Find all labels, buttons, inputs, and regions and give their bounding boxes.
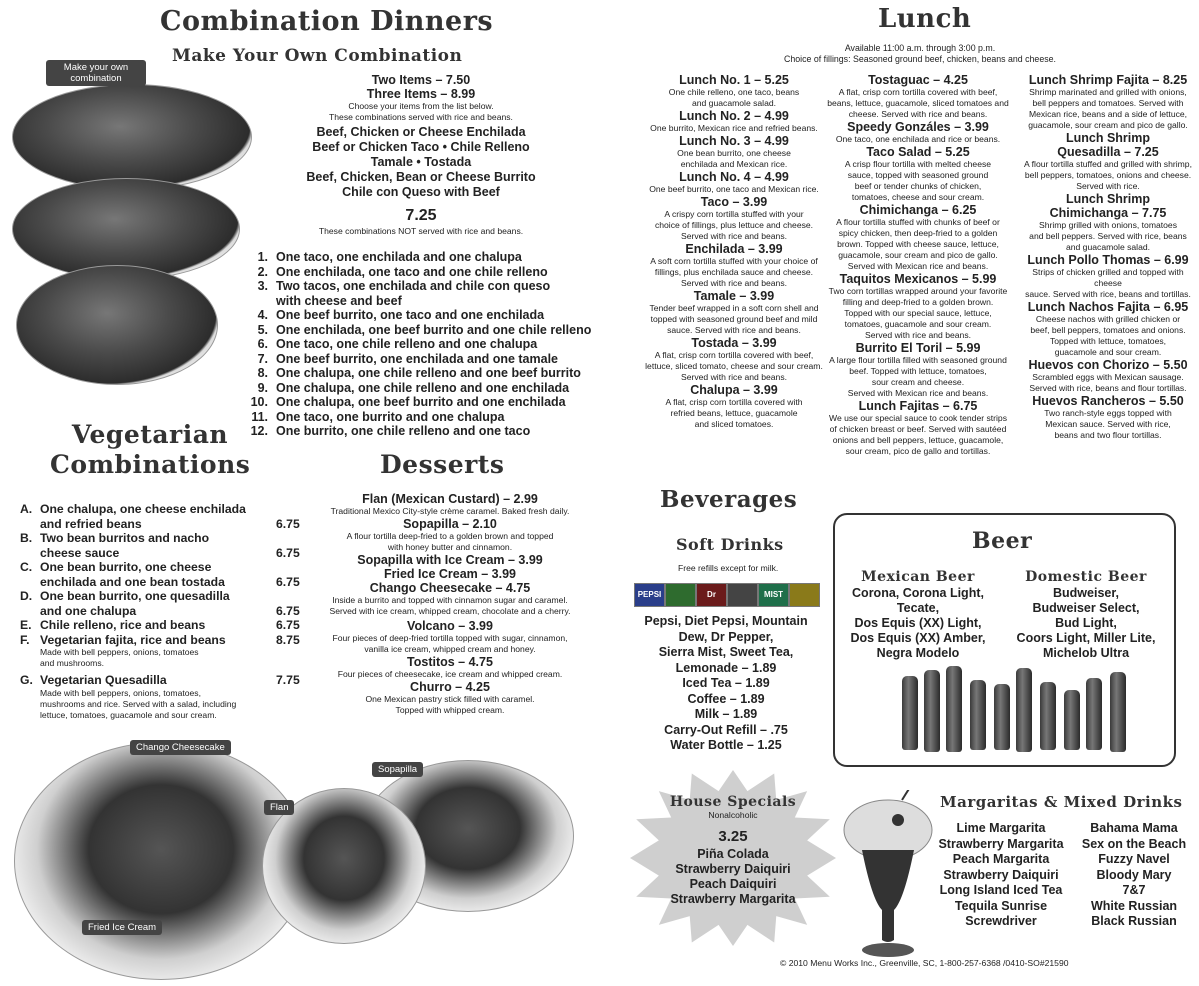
lunch-item: Lunch Shrimp [1065, 131, 1151, 145]
combo-row: 11. One taco, one burrito and one chalupa [251, 409, 505, 424]
lunch-item: Quesadilla – 7.25 [1057, 145, 1159, 159]
beer-item: Tecate, [896, 601, 940, 615]
dessert-churro-desc-1: One Mexican pastry stick filled with caramel. [365, 694, 535, 704]
pepsi-logo: PEPSI [634, 583, 665, 607]
lunch-item-desc: Two ranch-style eggs topped with [1044, 408, 1172, 418]
domestic-beer-title: Domestic Beer [1025, 569, 1147, 585]
lunch-item-desc: fillings, plus enchilada sauce and cheese. [654, 267, 814, 277]
lunch-item-desc: A crispy corn tortilla stuffed with your [664, 209, 804, 219]
lunch-item-desc: beef, bell peppers, tomatoes and onions. [1030, 325, 1186, 335]
combination-pricing [240, 73, 602, 237]
veg-item-g: G. Vegetarian Quesadilla Made with bell peppers, onions, tomatoes, mushrooms and rice. Served with a salad, including lettuce, tomatoes, guacamole and sour cream. 7.75 [20, 673, 300, 720]
lunch-item: Tostada – 3.99 [691, 336, 777, 350]
desserts-title: Desserts [380, 450, 505, 479]
lunch-item-desc: bell peppers and tomatoes. Served with [1032, 98, 1184, 108]
dessert-flan: Flan (Mexican Custard) – 2.99 [362, 492, 538, 506]
lunch-item-desc: spicy chicken, then deep-fried to a golden [838, 228, 998, 238]
lunch-item-desc: tomatoes, cheese and sour cream. [851, 192, 985, 202]
house-specials-title: House Specials [669, 794, 797, 810]
beverage-line: Sierra Mist, Sweet Tea, [658, 645, 794, 659]
chango-cheesecake-label: Chango Cheesecake [130, 740, 231, 755]
lunch-item: Chimichanga – 6.25 [859, 203, 977, 217]
veg-item-d: D. One bean burrito, one quesadilla and one chalupa 6.75 [20, 589, 300, 618]
lunch-item-desc: A flat, crisp corn tortilla covered with [665, 397, 803, 407]
lunch-item: Huevos con Chorizo – 5.50 [1028, 358, 1188, 372]
combination-photo-1 [12, 84, 252, 190]
beer-bottle-icon [994, 684, 1010, 750]
veg-item-f: F. Vegetarian fajita, rice and beans Made with bell peppers, onions, tomatoes and mushrooms. 8.75 [20, 632, 300, 668]
three-items-price: Three Items – 8.99 [366, 87, 476, 101]
combination-photo-label: Make your own combination [46, 60, 146, 86]
lunch-item-desc: tomatoes, guacamole and sour cream. [844, 319, 992, 329]
beverage-line: Milk – 1.89 [694, 707, 758, 721]
vegetarian-title-line-1: Vegetarian [71, 420, 229, 449]
option-2: Beef or Chicken Taco • Chile Relleno [312, 140, 530, 154]
lunch-item: Tostaguac – 4.25 [868, 73, 968, 87]
refills-note: Free refills except for milk. [678, 563, 779, 573]
lunch-item-desc: Served with rice and beans. [864, 330, 972, 340]
lunch-item-desc: bell peppers, tomatoes, onions and cheese. [1024, 170, 1192, 180]
lunch-item: Lunch No. 2 – 4.99 [679, 109, 789, 123]
beer-bottle-icon [1064, 690, 1080, 750]
lunch-item-desc: One chile relleno, one taco, beans [668, 87, 800, 97]
mountain-dew-logo [665, 583, 696, 607]
dessert-volcano: Volcano – 3.99 [407, 619, 493, 633]
lunch-item-desc: Shrimp marinated and grilled with onions, [1029, 87, 1187, 97]
dessert-sopapilla-desc-2: with honey butter and cinnamon. [387, 542, 513, 552]
beer-bottle-icon [924, 670, 940, 752]
lunch-item-desc: We use our special sauce to cook tender strips [828, 413, 1007, 423]
mixed-drink-item: Long Island Iced Tea [939, 883, 1063, 897]
mixed-drink-item: Fuzzy Navel [1098, 852, 1170, 866]
dessert-chango: Chango Cheesecake – 4.75 [369, 581, 531, 595]
lunch-item-desc: A flat, crisp corn tortilla covered with beef, [838, 87, 998, 97]
lunch-item-desc: guacamole, sour cream and pico de gallo. [1028, 120, 1188, 130]
beer-item: Negra Modelo [876, 646, 960, 660]
lunch-item-desc: cheese. Served with rice and beans. [848, 109, 988, 119]
lunch-item-desc: A large flour tortilla filled with seasoned ground [829, 355, 1007, 365]
combination-title: Combination Dinners [160, 6, 494, 37]
lunch-item-desc: Topped with our special sauce, lettuce, [844, 308, 992, 318]
lunch-item-desc: beans and two flour tortillas. [1054, 430, 1162, 440]
house-special-item: Strawberry Daiquiri [675, 862, 791, 876]
veg-item-e: E. Chile relleno, rice and beans 6.75 [20, 618, 300, 632]
house-specials-note: Nonalcoholic [708, 810, 758, 820]
mixed-drink-item: 7&7 [1122, 883, 1146, 897]
beverage-line: Lemonade – 1.89 [675, 660, 777, 675]
dessert-fried-ice-cream: Fried Ice Cream – 3.99 [383, 567, 517, 581]
lunch-item: Lunch No. 3 – 4.99 [679, 134, 789, 148]
lunch-availability [700, 43, 1140, 65]
beverage-line: Pepsi, Diet Pepsi, Mountain [644, 614, 808, 628]
beer-item: Dos Equis (XX) Amber, [850, 631, 986, 645]
lunch-item-desc: Two corn tortillas wrapped around your favorite [828, 286, 1008, 296]
combo-row: 12. One burrito, one chile relleno and one taco [250, 424, 531, 438]
beer-title: Beer [972, 528, 1033, 554]
lunch-item-desc: guacamole, sour cream and pico de gallo. [838, 250, 998, 260]
lunch-item-desc: filling and deep-fried to a golden brown. [842, 297, 994, 307]
margaritas-title: Margaritas & Mixed Drinks [940, 793, 1183, 811]
beverage-line: Dew, Dr Pepper, [678, 629, 774, 644]
lunch-item-desc: Mexican sauce. Served with rice, [1045, 419, 1171, 429]
vegetarian-title-line-2: Combinations [50, 450, 251, 479]
combo-row: 1. One taco, one enchilada and one chalupa [257, 250, 522, 264]
mexican-beer-title: Mexican Beer [861, 569, 975, 585]
lunch-item-desc: enchilada and Mexican rice. [680, 159, 788, 169]
combo-row: 5. One enchilada, one beef burrito and one chile relleno [257, 322, 592, 337]
veg-item-b: B. Two bean burritos and nacho cheese sauce 6.75 [20, 531, 300, 560]
beer-item: Michelob Ultra [1042, 646, 1130, 660]
beverage-line: Iced Tea – 1.89 [682, 676, 770, 690]
vegetarian-title [50, 420, 250, 480]
mixed-drink-item: Screwdriver [965, 914, 1037, 928]
combo-row: 4. One beef burrito, one taco and one enchilada [257, 308, 545, 322]
combination-subtitle: Make Your Own Combination [172, 46, 463, 66]
beer-bottle-icon [1016, 668, 1032, 752]
mixed-drink-item: Strawberry Margarita [938, 836, 1064, 851]
combo-row: 10. One chalupa, one beef burrito and one enchilada [250, 395, 566, 409]
mixed-drink-item: White Russian [1090, 898, 1178, 913]
numbered-combinations [246, 250, 606, 439]
lunch-item-desc: sauce, topped with seasoned ground [847, 170, 989, 180]
lunch-item-desc: One taco, one enchilada and rice or beans. [835, 134, 1001, 144]
beer-item: Dos Equis (XX) Light, [854, 616, 982, 630]
tea-logo [727, 583, 758, 607]
mixed-drinks-col-1 [934, 821, 1068, 930]
mexican-beer [846, 568, 990, 661]
dessert-churro-desc-2: Topped with whipped cream. [395, 705, 505, 715]
vegetarian-list [20, 502, 320, 721]
lunch-item-desc: Served with rice, beans and flour tortillas. [1029, 383, 1187, 393]
house-special-item: Strawberry Margarita [670, 892, 796, 906]
lunch-item-desc: Served with Mexican rice and beans. [847, 388, 989, 398]
lunch-title: Lunch [878, 4, 972, 34]
lunch-item-desc: beef or tender chunks of chicken, [854, 181, 982, 191]
house-special-item: Peach Daiquiri [689, 877, 777, 891]
two-items-price: Two Items – 7.50 [371, 73, 471, 87]
lunch-item: Burrito El Toril – 5.99 [855, 341, 981, 355]
lunch-item-desc: A flat, crisp corn tortilla covered with beef, [654, 350, 814, 360]
beer-item: Bud Light, [1055, 616, 1117, 630]
lunch-column-1 [636, 73, 832, 430]
lunch-item-desc: and bell peppers. Served with rice, beans [1029, 231, 1187, 241]
lunch-item: Tamale – 3.99 [693, 289, 775, 303]
lunch-hours: Available 11:00 a.m. through 3:00 p.m. [844, 43, 996, 53]
lunch-item-desc: Shrimp grilled with onions, tomatoes [1038, 220, 1178, 230]
lunch-item-desc: topped with seasoned ground beef and mild [650, 314, 818, 324]
beer-bottle-icon [970, 680, 986, 750]
lunch-item-desc: beans, lettuce, guacamole, sliced tomatoes and [827, 98, 1009, 108]
dr-pepper-logo: Dr [696, 583, 727, 607]
beer-item: Budweiser, [1053, 586, 1119, 600]
lunch-item-desc: Served with rice. [1076, 181, 1140, 191]
dessert-volcano-desc-1: Four pieces of deep-fried tortilla topped with sugar, cinnamon, [332, 633, 568, 643]
lunch-item-desc: One bean burrito, one cheese [677, 148, 791, 158]
dessert-sopapilla-ice-cream: Sopapilla with Ice Cream – 3.99 [357, 553, 543, 567]
dessert-chango-desc-1: Inside a burrito and topped with cinnamon sugar and caramel. [332, 595, 568, 605]
lunch-item-desc: sauce. Served with rice and beans. [667, 325, 801, 335]
dessert-churro: Churro – 4.25 [410, 680, 490, 694]
beverage-line: Carry-Out Refill – .75 [664, 722, 788, 737]
fixed-price: 7.25 [405, 207, 437, 224]
lunch-item-desc: sour cream, pico de gallo and tortillas. [845, 446, 991, 456]
mixed-drink-item: Bahama Mama [1090, 821, 1178, 835]
lunch-item-desc: sour cream and cheese. [871, 377, 965, 387]
veg-item-c: C. One bean burrito, one cheese enchilada and one bean tostada 6.75 [20, 560, 300, 589]
desserts-list [300, 492, 600, 716]
beverage-line: Water Bottle – 1.25 [670, 738, 782, 752]
flan-label: Flan [264, 800, 294, 815]
option-3: Tamale • Tostada [370, 155, 472, 169]
beer-bottle-icon [1040, 682, 1056, 750]
combination-photo-3 [16, 265, 218, 385]
lunch-item: Lunch Shrimp Fajita – 8.25 [1028, 73, 1188, 87]
combo-row: 6. One taco, one chile relleno and one chalupa [257, 337, 538, 351]
house-specials-price: 3.25 [718, 828, 748, 845]
fixed-note: These combinations NOT served with rice and beans. [318, 226, 524, 236]
lunch-item-desc: Topped with lettuce, tomatoes, [1049, 336, 1167, 346]
dessert-tostitos: Tostitos – 4.75 [407, 655, 493, 669]
served-note: These combinations served with rice and beans. [329, 112, 513, 122]
lunch-item-desc: beef. Topped with lettuce, tomatoes, [849, 366, 987, 376]
lunch-item-desc: A soft corn tortilla stuffed with your choice of [650, 256, 818, 266]
domestic-beer [1004, 568, 1168, 661]
lunch-item-desc: refried beans, lettuce, guacamole [670, 408, 798, 418]
lunch-item: Huevos Rancheros – 5.50 [1032, 394, 1184, 408]
lunch-item: Taco Salad – 5.25 [866, 145, 970, 159]
lunch-item-desc: A crisp flour tortilla with melted cheese [844, 159, 992, 169]
lunch-item: Speedy Gonzáles – 3.99 [847, 120, 989, 134]
lunch-item-desc: brown. Topped with cheese sauce, lettuce, [837, 239, 999, 249]
beverage-line: Coffee – 1.89 [687, 691, 765, 706]
lunch-item-desc: onions and bell peppers, lettuce, guacamole, [832, 435, 1004, 445]
lunch-item-desc: guacamole and sour cream. [1054, 347, 1162, 357]
lunch-item: Enchilada – 3.99 [685, 242, 783, 256]
sierra-mist-logo: MIST [758, 583, 789, 607]
lunch-item-desc: and guacamole salad. [1065, 242, 1151, 252]
lunch-item-desc: Scrambled eggs with Mexican sausage. [1032, 372, 1184, 382]
dessert-sopapilla: Sopapilla – 2.10 [403, 517, 497, 531]
mixed-drink-item: Strawberry Daiquiri [943, 867, 1059, 882]
lunch-fillings: Choice of fillings: Seasoned ground beef, chicken, beans and cheese. [784, 54, 1056, 64]
mixed-drink-item: Bloody Mary [1096, 867, 1172, 882]
lunch-item-desc: Mexican rice, beans and a side of lettuce, [1028, 109, 1188, 119]
lunch-item: Chalupa – 3.99 [690, 383, 778, 397]
mixed-drink-item: Lime Margarita [956, 821, 1046, 835]
dessert-flan-desc: Traditional Mexico City-style crème caramel. Baked fresh daily. [330, 506, 570, 516]
fried-ice-cream-label: Fried Ice Cream [82, 920, 162, 935]
beer-bottle-icon [902, 676, 918, 750]
house-special-item: Piña Colada [697, 847, 769, 861]
combo-row: 3. Two tacos, one enchilada and chile con queso [257, 279, 551, 293]
sopapilla-label: Sopapilla [372, 762, 423, 777]
option-4: Beef, Chicken, Bean or Cheese Burrito [306, 170, 536, 184]
lunch-column-2 [818, 73, 1018, 457]
mixed-drink-item: Peach Margarita [952, 852, 1050, 866]
combo-row: 2. One enchilada, one taco and one chile relleno [257, 264, 548, 279]
lunch-item-desc: Served with rice and beans. [680, 231, 788, 241]
veg-item-a: A. One chalupa, one cheese enchilada and refried beans 6.75 [20, 502, 300, 531]
lunch-item-desc: sauce. Served with rice, beans and tortillas. [1025, 289, 1191, 299]
soft-drinks-title: Soft Drinks [676, 535, 784, 554]
lunch-item: Lunch Fajitas – 6.75 [858, 399, 978, 413]
beer-bottle-icon [946, 666, 962, 752]
choose-note: Choose your items from the list below. [348, 101, 494, 111]
mixed-drink-item: Tequila Sunrise [954, 898, 1048, 913]
lunch-item: Taquitos Mexicanos – 5.99 [839, 272, 997, 286]
option-1: Beef, Chicken or Cheese Enchilada [316, 125, 526, 139]
lunch-item-desc: choice of fillings, plus lettuce and cheese. [654, 220, 814, 230]
house-specials [640, 794, 826, 907]
lunch-item-desc: and guacamole salad. [691, 98, 777, 108]
lunch-item-desc: A flour tortilla stuffed and grilled with shrimp, [1024, 159, 1192, 169]
beer-bottle-icon [1086, 678, 1102, 750]
lunch-item-desc: Served with rice and beans. [680, 372, 788, 382]
mixed-drink-item: Sex on the Beach [1081, 836, 1187, 851]
beverages-title: Beverages [660, 486, 798, 513]
mixed-drinks-col-2 [1076, 821, 1192, 930]
lunch-item-desc: A flour tortilla stuffed with chunks of beef or [836, 217, 1000, 227]
dessert-sopapilla-desc-1: A flour tortilla deep-fried to a golden brown and topped [346, 531, 554, 541]
lunch-item: Lunch No. 4 – 4.99 [679, 170, 789, 184]
combo-row: with cheese and beef [276, 293, 402, 308]
combo-row: 8. One chalupa, one chile relleno and one beef burrito [257, 366, 581, 380]
lunch-item: Chimichanga – 7.75 [1049, 206, 1167, 220]
lunch-item-desc: One beef burrito, one taco and Mexican rice. [649, 184, 819, 194]
lunch-item: Lunch Pollo Thomas – 6.99 [1027, 253, 1189, 267]
lunch-item-desc: Strips of chicken grilled and topped with cheese [1032, 267, 1184, 288]
lunch-item-desc: lettuce, sliced tomato, cheese and sour cream. [645, 361, 823, 371]
lunch-item: Lunch No. 1 – 5.25 [679, 73, 789, 87]
dessert-volcano-desc-2: vanilla ice cream, whipped cream and honey. [364, 644, 536, 654]
lunch-item-desc: Tender beef wrapped in a soft corn shell and [649, 303, 819, 313]
lunch-column-3 [1018, 73, 1198, 441]
lunch-item: Lunch Shrimp [1065, 192, 1151, 206]
lunch-item: Taco – 3.99 [700, 195, 768, 209]
dessert-chango-desc-2: Served with ice cream, whipped cream, chocolate and a cherry. [329, 606, 571, 616]
lunch-item-desc: One burrito, Mexican rice and refried beans. [650, 123, 818, 133]
beer-item: Budweiser Select, [1032, 601, 1140, 615]
soft-drink-list [628, 614, 824, 754]
lunch-item-desc: Served with rice and beans. [680, 278, 788, 288]
combo-row: 7. One beef burrito, one enchilada and one tamale [257, 351, 559, 366]
margarita-glass-icon [842, 790, 938, 960]
beer-item: Corona, Corona Light, [852, 586, 984, 600]
mixed-drink-item: Black Russian [1091, 914, 1177, 928]
lunch-item-desc: and sliced tomatoes. [694, 419, 774, 429]
footer-copyright: © 2010 Menu Works Inc., Greenville, SC, 1-800-257-6368 /0410-SO#21590 [780, 958, 1069, 968]
lunch-item-desc: of chicken breast or beef. Served with sautéed [829, 424, 1007, 434]
lunch-item-desc: Cheese nachos with grilled chicken or [1035, 314, 1181, 324]
dessert-tostitos-desc: Four pieces of cheesecake, ice cream and whipped cream. [337, 669, 563, 679]
beer-item: Coors Light, Miller Lite, [1016, 631, 1156, 645]
option-5: Chile con Queso with Beef [342, 185, 500, 199]
beer-bottle-icon [1110, 672, 1126, 752]
lemonade-logo [789, 583, 820, 607]
lunch-item: Lunch Nachos Fajita – 6.95 [1027, 300, 1189, 314]
lunch-item-desc: Served with Mexican rice and beans. [847, 261, 989, 271]
combo-row: 9. One chalupa, one chile relleno and one enchilada [257, 380, 570, 395]
